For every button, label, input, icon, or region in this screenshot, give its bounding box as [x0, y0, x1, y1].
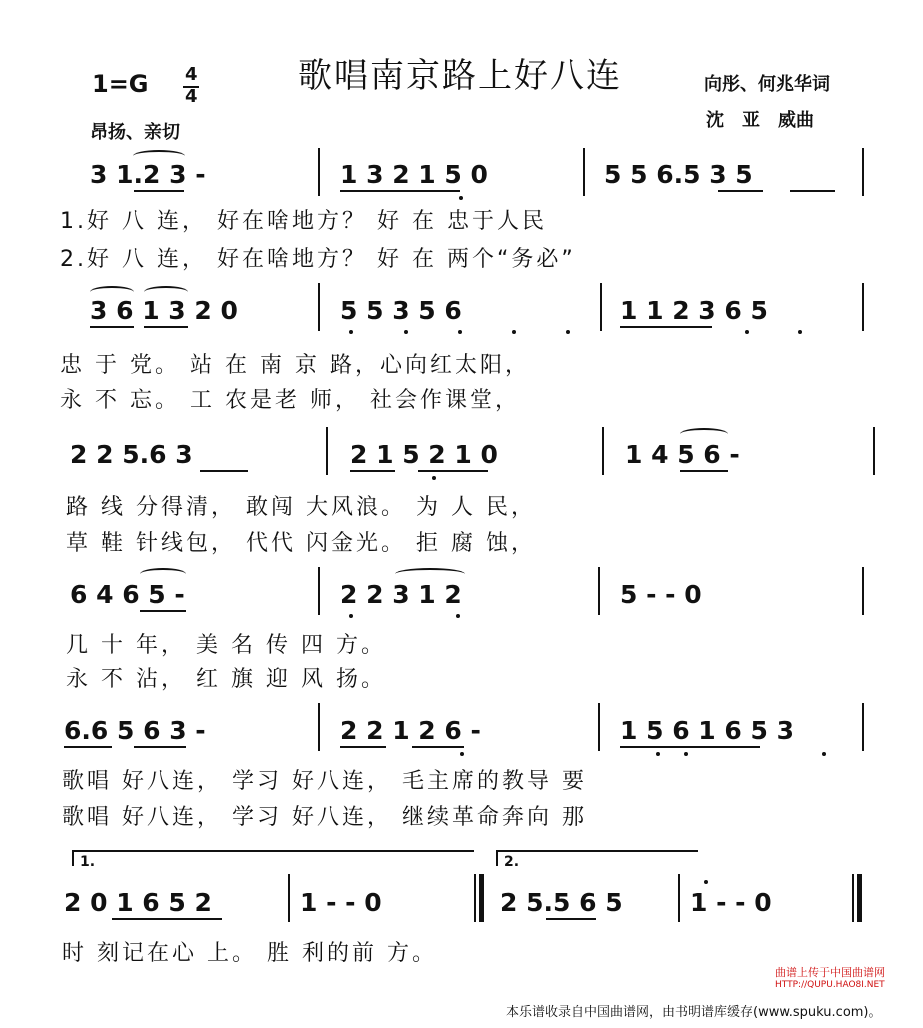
row2-lyrics-verse2: 永 不 忘。 工 农是老 师， 社会作课堂， — [60, 388, 520, 413]
row3-underline-1 — [200, 470, 248, 472]
row2-low-dot-3 — [458, 330, 462, 334]
row1-slur-1 — [133, 150, 185, 162]
row1-measure3-notes: 5 5 6.5 3 5 — [604, 160, 753, 189]
row4-underline-1 — [140, 610, 186, 612]
first-ending-label: 1. — [80, 854, 96, 870]
row4-barline-2 — [598, 567, 600, 615]
row5-measure1-notes: 6.6 5 6 3 - — [64, 716, 206, 745]
key-signature: 1=G — [92, 70, 149, 98]
row4-barline-3 — [862, 567, 864, 615]
row5-underline-1 — [64, 746, 112, 748]
row4-measure2-notes: 2 2 3 1 2 — [340, 580, 462, 609]
row4-lyrics-verse1: 几 十 年， 美 名 传 四 方。 — [66, 633, 386, 658]
row2-low-dot-4 — [512, 330, 516, 334]
row1-barline-3 — [862, 148, 864, 196]
final-measure4-notes: 1 - - 0 — [690, 888, 772, 917]
row3-measure2-notes: 2 1 5 2 1 0 — [350, 440, 498, 469]
row3-barline-3 — [873, 427, 875, 475]
row4-low-dot-1 — [349, 614, 353, 618]
row5-barline-2 — [598, 703, 600, 751]
row4-low-dot-2 — [456, 614, 460, 618]
final-measure3-notes: 2 5.5 6 5 — [500, 888, 623, 917]
row1-underline-2 — [340, 190, 460, 192]
row3-lyrics-verse1: 路 线 分得清， 敢闯 大风浪。 为 人 民， — [66, 495, 536, 520]
source-note: 本乐谱收录自中国曲谱网，由书明谱库缓存(www.spuku.com)。 — [506, 1005, 882, 1020]
row5-low-dot-1 — [460, 752, 464, 756]
row2-underline-2 — [144, 326, 188, 328]
row1-measure2-notes: 1 3 2 1 5 0 — [340, 160, 488, 189]
final-end-thin — [852, 874, 854, 922]
song-title: 歌唱南京路上好八连 — [298, 56, 622, 96]
row3-lyrics-verse2: 草 鞋 针线包， 代代 闪金光。 拒 腐 蚀， — [66, 531, 536, 556]
watermark-line2: HTTP://QUPU.HAO8I.NET — [775, 980, 885, 990]
row1-lyrics-verse1: 1.好 八 连， 好在啥地方？ 好 在 忠于人民 — [60, 209, 547, 234]
final-barline-1 — [288, 874, 290, 922]
row2-measure1-notes: 3 6 1 3 2 0 — [90, 296, 238, 325]
row1-underline-1 — [134, 190, 184, 192]
row3-barline-1 — [326, 427, 328, 475]
row1-underline-4 — [790, 190, 835, 192]
row5-lyrics-verse1: 歌唱 好八连， 学习 好八连， 毛主席的教导 要 — [62, 769, 587, 794]
final-measure1-notes: 2 0 1 6 5 2 — [64, 888, 212, 917]
row2-barline-2 — [600, 283, 602, 331]
mood-marking: 昂扬、亲切 — [90, 122, 180, 143]
row2-barline-1 — [318, 283, 320, 331]
row2-underline-1 — [90, 326, 134, 328]
row3-measure3-notes: 1 4 5 6 - — [625, 440, 740, 469]
time-signature-top: 4 — [185, 64, 198, 85]
first-ending-bracket — [72, 850, 474, 866]
row5-barline-3 — [862, 703, 864, 751]
final-underline-2 — [546, 918, 596, 920]
row3-underline-4 — [680, 470, 728, 472]
row1-barline-2 — [583, 148, 585, 196]
row5-barline-1 — [318, 703, 320, 751]
row4-measure3-notes: 5 - - 0 — [620, 580, 702, 609]
row1-lyrics-verse2: 2.好 八 连， 好在啥地方？ 好 在 两个“务必” — [60, 247, 576, 272]
row2-low-dot-2 — [404, 330, 408, 334]
composer-credit: 沈 亚 威曲 — [706, 110, 814, 131]
row5-underline-4 — [412, 746, 464, 748]
row4-measure1-notes: 6 4 6 5 - — [70, 580, 185, 609]
second-ending-bracket — [496, 850, 698, 866]
time-signature-bottom: 4 — [185, 86, 198, 107]
row4-lyrics-verse2: 永 不 沾， 红 旗 迎 风 扬。 — [66, 667, 386, 692]
row5-underline-5 — [620, 746, 760, 748]
row2-slur-1 — [90, 286, 134, 298]
row4-barline-1 — [318, 567, 320, 615]
row5-underline-3 — [340, 746, 386, 748]
row2-slur-2 — [144, 286, 188, 298]
row2-low-dot-7 — [798, 330, 802, 334]
row3-underline-2 — [350, 470, 395, 472]
row1-underline-3 — [718, 190, 763, 192]
row5-measure3-notes: 1 5 6 1 6 5 3 — [620, 716, 794, 745]
second-ending-label: 2. — [504, 854, 520, 870]
row3-underline-3 — [418, 470, 488, 472]
row1-low-dot — [459, 196, 463, 200]
final-repeat-thin — [474, 874, 476, 922]
row5-underline-2 — [134, 746, 186, 748]
lyricist-credit: 向彤、何兆华词 — [704, 74, 830, 95]
watermark-line1: 曲谱上传于中国曲谱网 — [775, 966, 885, 979]
final-lyrics: 时 刻记在心 上。 胜 利的前 方。 — [62, 941, 437, 966]
final-measure2-notes: 1 - - 0 — [300, 888, 382, 917]
row2-underline-3 — [620, 326, 712, 328]
row2-low-dot-5 — [566, 330, 570, 334]
final-underline-1 — [112, 918, 222, 920]
row4-slur-2 — [395, 568, 465, 580]
final-high-dot — [704, 880, 708, 884]
row3-barline-2 — [602, 427, 604, 475]
row2-measure2-notes: 5 5 3 5 6 — [340, 296, 462, 325]
row5-low-dot-2 — [656, 752, 660, 756]
final-barline-3 — [678, 874, 680, 922]
row3-measure1-notes: 2 2 5.6 3 — [70, 440, 193, 469]
row2-measure3-notes: 1 1 2 3 6 5 — [620, 296, 768, 325]
row5-measure2-notes: 2 2 1 2 6 - — [340, 716, 481, 745]
row4-slur-1 — [140, 568, 186, 580]
row5-low-dot-3 — [684, 752, 688, 756]
row2-lyrics-verse1: 忠 于 党。 站 在 南 京 路，心向红太阳， — [60, 353, 530, 378]
row5-low-dot-4 — [822, 752, 826, 756]
row3-low-dot — [432, 476, 436, 480]
final-end-thick — [857, 874, 862, 922]
row2-low-dot-1 — [349, 330, 353, 334]
row2-barline-3 — [862, 283, 864, 331]
row2-low-dot-6 — [745, 330, 749, 334]
row1-barline-1 — [318, 148, 320, 196]
row3-slur-1 — [680, 428, 728, 440]
row5-lyrics-verse2: 歌唱 好八连， 学习 好八连， 继续革命奔向 那 — [62, 805, 587, 830]
row1-measure1-notes: 3 1.2 3 - — [90, 160, 206, 189]
final-repeat-thick — [479, 874, 484, 922]
